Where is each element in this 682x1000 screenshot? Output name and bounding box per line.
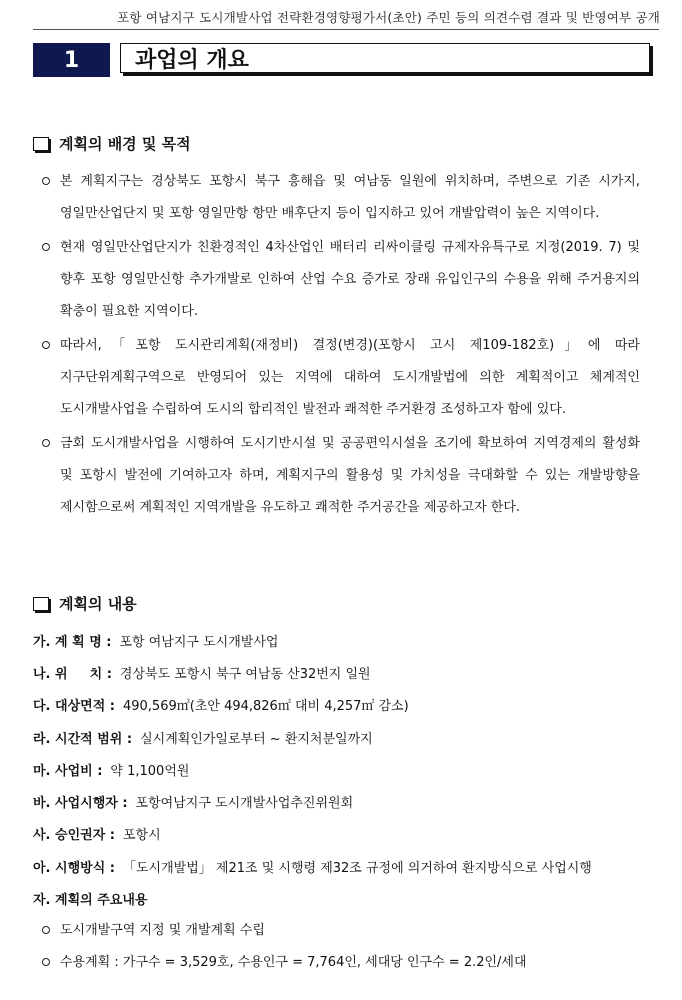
list-item-text: 따라서,「포항 도시관리계획(재정비) 결정(변경)(포항시 고시 제109-182호)」에 따라 지구단위계획구역으로 반영되어 있는 지역에 대하여 도시개발법에 의한 계획적이고 체계적인 도시개발사업을 수립하여 도시의 합리적인 발전과 쾌적한 주거환경 조성하고자 함에 있다. bbox=[60, 338, 640, 417]
list-item-text: 수용계획 : 가구수 = 3,529호, 수용인구 = 7,764인, 세대당 인구수 = 2.2인/세대 bbox=[60, 955, 527, 970]
list-item bbox=[40, 947, 640, 979]
background-bullet-list bbox=[40, 166, 640, 524]
detail-label: 마. 사업비 : bbox=[33, 763, 103, 779]
detail-label: 다. 대상면적 : bbox=[33, 699, 115, 715]
detail-label: 사. 승인권자 : bbox=[33, 828, 115, 844]
detail-label: 나. 위 치 : bbox=[33, 666, 112, 682]
detail-row-plan-name bbox=[33, 624, 653, 656]
detail-row-location bbox=[33, 656, 653, 688]
list-item-text: 본 계획지구는 경상북도 포항시 북구 흥해읍 및 여남동 일원에 위치하며, 주변으로 기존 시가지, 영일만산업단지 및 포항 영일만항 항만 배후단지 등이 입지하고 있어 개발압력이 높은 지역이다. bbox=[60, 174, 640, 221]
square-bullet-icon bbox=[33, 137, 49, 151]
detail-row-main-content bbox=[33, 882, 653, 914]
list-item bbox=[40, 166, 640, 230]
detail-row-area bbox=[33, 689, 653, 721]
circle-bullet-icon bbox=[42, 243, 50, 251]
detail-value: 포항여남지구 도시개발사업추진위원회 bbox=[135, 796, 354, 812]
detail-label: 바. 사업시행자 : bbox=[33, 796, 128, 812]
detail-value: 「도시개발법」 제21조 및 시행령 제32조 규정에 의거하여 환지방식으로 사업시행 bbox=[122, 860, 592, 876]
list-item-text: 금회 도시개발사업을 시행하여 도시기반시설 및 공공편익시설을 조기에 확보하여 지역경제의 활성화 및 포항시 발전에 기여하고자 하며, 계획지구의 활용성 및 가치성을 극대화할 수 있는 개발방향을 제시함으로써 계획적인 지역개발을 유도하고 쾌적한 주거공간을 제공하고자 한다. bbox=[60, 436, 640, 515]
detail-row-approver bbox=[33, 818, 653, 850]
list-item bbox=[40, 915, 640, 947]
detail-row-operator bbox=[33, 785, 653, 817]
list-item-text: 현재 영일만산업단지가 친환경적인 4차산업인 배터리 리싸이클링 규제자유특구로 지정(2019. 7) 및 향후 포항 영일만신항 추가개발로 인하여 산업 수요 증가로 장래 유입인구의 수용을 위해 주거용지의 확충이 필요한 지역이다. bbox=[60, 240, 640, 319]
list-item bbox=[40, 330, 640, 426]
detail-row-method bbox=[33, 850, 653, 882]
list-item bbox=[40, 428, 640, 524]
main-content-bullet-list bbox=[40, 915, 640, 979]
detail-value: 포항시 bbox=[122, 828, 161, 844]
circle-bullet-icon bbox=[42, 341, 50, 349]
detail-label: 자. 계획의 주요내용 bbox=[33, 893, 148, 909]
plan-detail-list bbox=[33, 624, 653, 915]
section-heading-text: 계획의 내용 bbox=[59, 595, 137, 613]
circle-bullet-icon bbox=[42, 439, 50, 447]
chapter-number: 1 bbox=[33, 43, 110, 77]
detail-value: 포항 여남지구 도시개발사업 bbox=[119, 634, 279, 650]
section-heading-text: 계획의 배경 및 목적 bbox=[59, 135, 191, 153]
detail-value: 경상북도 포항시 북구 여남동 산32번지 일원 bbox=[119, 666, 371, 682]
detail-value: 약 1,100억원 bbox=[110, 763, 190, 779]
section-heading-background bbox=[33, 133, 191, 154]
detail-row-time-range bbox=[33, 721, 653, 753]
list-item bbox=[40, 232, 640, 328]
detail-label: 라. 시간적 범위 : bbox=[33, 731, 133, 747]
circle-bullet-icon bbox=[42, 926, 50, 934]
circle-bullet-icon bbox=[42, 958, 50, 966]
detail-label: 아. 시행방식 : bbox=[33, 860, 115, 876]
list-item-text: 도시개발구역 지정 및 개발계획 수립 bbox=[60, 923, 265, 938]
detail-value: 실시계획인가일로부터 ~ 환지처분일까지 bbox=[140, 731, 373, 747]
square-bullet-icon bbox=[33, 597, 49, 611]
header-divider bbox=[33, 29, 659, 30]
chapter-title: 과업의 개요 bbox=[120, 43, 650, 73]
detail-row-cost bbox=[33, 753, 653, 785]
section-heading-content bbox=[33, 593, 137, 614]
document-header-title: 포항 여남지구 도시개발사업 전략환경영향평가서(초안) 주민 등의 의견수렴 결과 및 반영여부 공개 bbox=[117, 10, 660, 25]
detail-value: 490,569㎡(초안 494,826㎡ 대비 4,257㎡ 감소) bbox=[122, 699, 409, 715]
circle-bullet-icon bbox=[42, 177, 50, 185]
detail-label: 가. 계 획 명 : bbox=[33, 634, 112, 650]
